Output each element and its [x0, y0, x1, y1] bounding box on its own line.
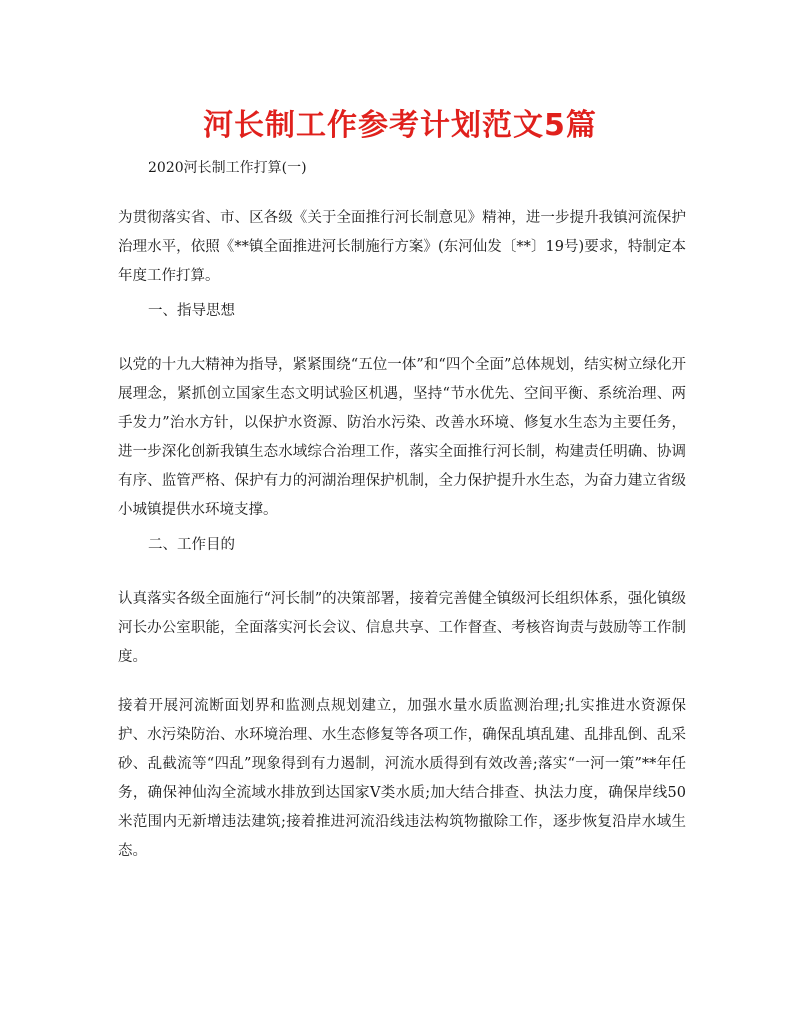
- paragraph-gap: [118, 672, 686, 692]
- document-body: [118, 152, 686, 866]
- document-subtitle: 2020河长制工作打算(一): [148, 160, 307, 176]
- section2-heading: 二、工作目的: [148, 537, 235, 553]
- intro-paragraph: 为贯彻落实省、市、区各级《关于全面推行河长制意见》精神，进一步提升我镇河流保护治理水平，依照《**镇全面推进河长制施行方案》(东河仙发〔**〕19号)要求，特制定本年度工作打算。: [118, 210, 686, 284]
- section1-paragraph: 以党的十九大精神为指导，紧紧围绕“五位一体”和“四个全面”总体规划，结实树立绿化开展理念，紧抓创立国家生态文明试验区机遇，坚持“节水优先、空间平衡、系统治理、两手发力”治水方针，以保护水资源、防治水污染、改善水环境、修复水生态为主要任务，进一步深化创新我镇生态水域综合治理工作，落实全面推行河长制，构建责任明确、协调有序、监管严格、保护有力的河湖治理保护机制，全力保护提升水生态，为奋力建立省级小城镇提供水环境支撑。: [118, 357, 686, 518]
- section1-heading: 一、指导思想: [148, 303, 235, 319]
- section2-paragraph-2: 接着开展河流断面划界和监测点规划建立，加强水量水质监测治理;扎实推进水资源保护、水污染防治、水环境治理、水生态修复等各项工作，确保乱填乱建、乱排乱倒、乱采砂、乱截流等“四乱”现象得到有力遏制，河流水质得到有效改善;落实“一河一策”**年任务，确保神仙沟全流域水排放到达国家V类水质;加大结合排查、执法力度，确保岸线50米范围内无新增违法建筑;接着推进河流沿线违法构筑物撤除工作，逐步恢复沿岸水域生态。: [118, 698, 686, 859]
- document-title: 河长制工作参考计划范文5篇: [203, 108, 597, 143]
- section2-paragraph-1: 认真落实各级全面施行“河长制”的决策部署，接着完善健全镇级河长组织体系，强化镇级河长办公室职能，全面落实河长会议、信息共享、工作督查、考核咨询责与鼓励等工作制度。: [118, 591, 686, 665]
